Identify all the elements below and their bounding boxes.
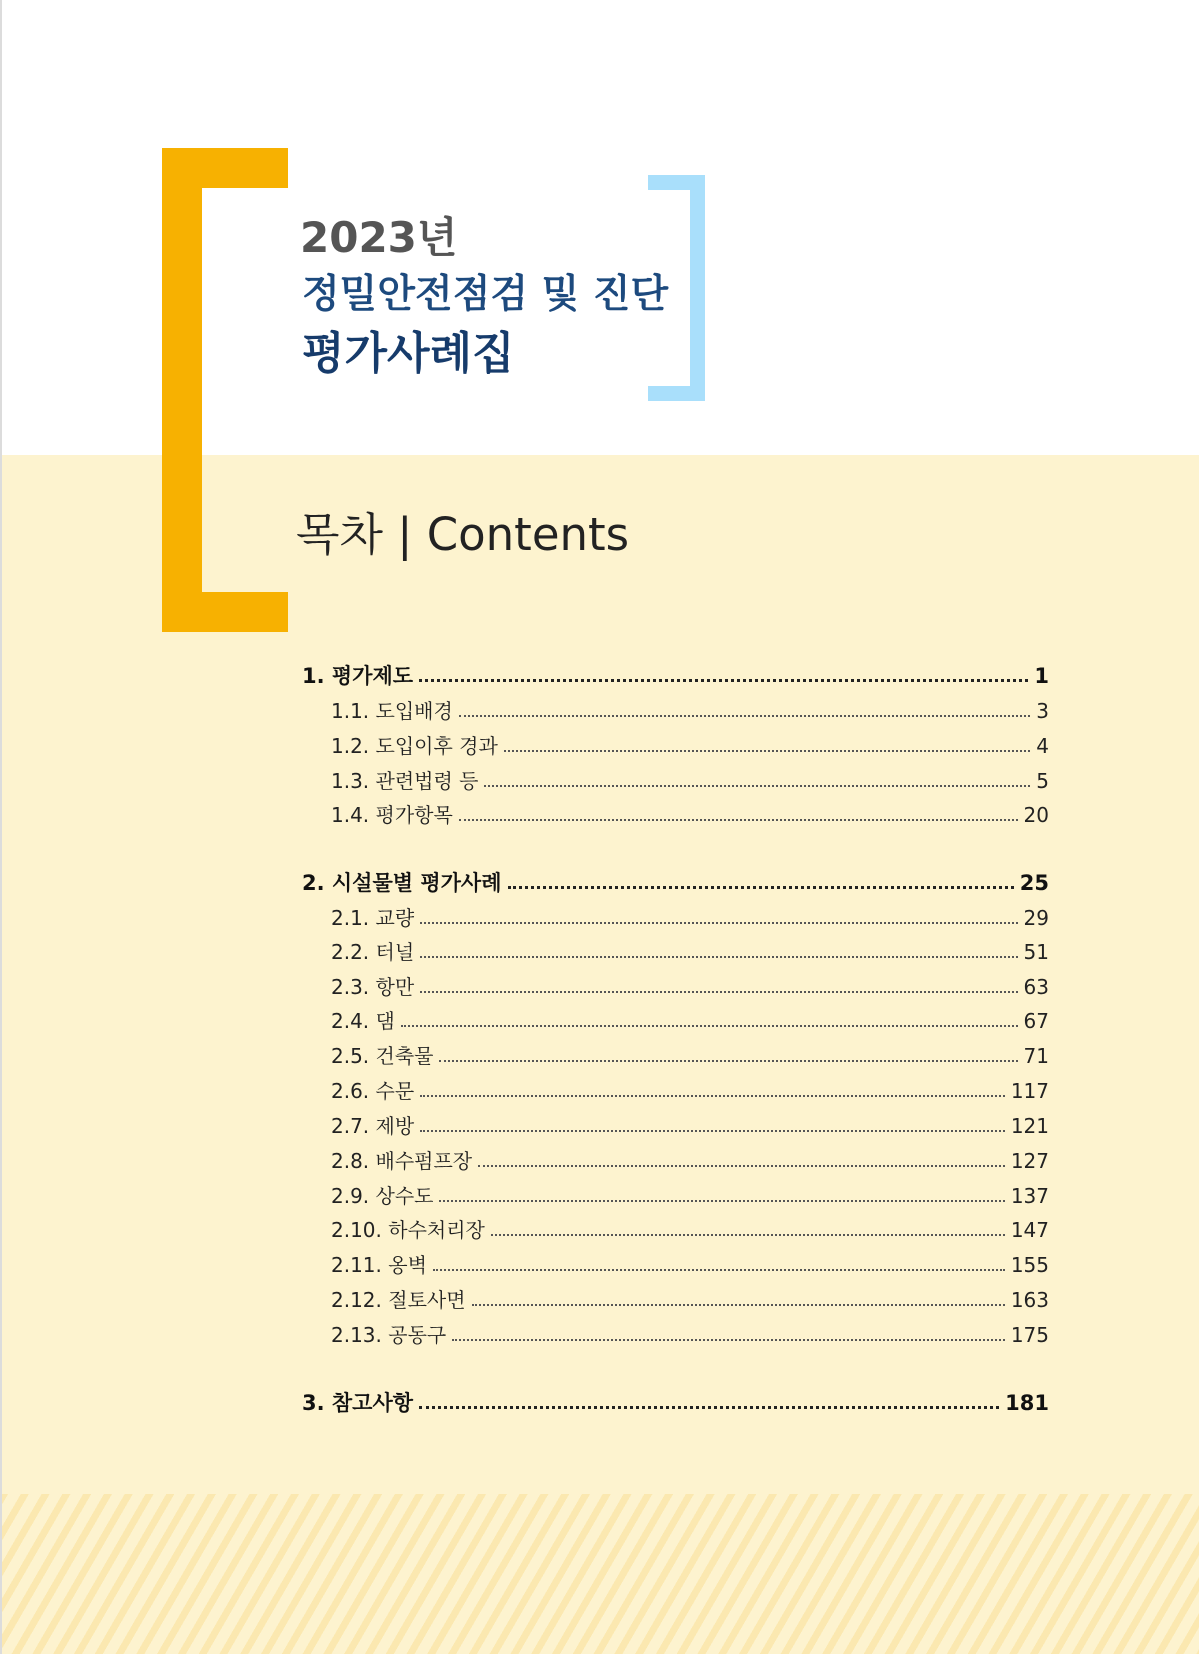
toc-entry-label: 2.9. 상수도 <box>331 1184 434 1208</box>
toc-page-number: 29 <box>1023 906 1049 930</box>
toc-dot-leader <box>478 1165 1005 1167</box>
toc-subsection-entry <box>331 695 1049 727</box>
toc-subsection-entry <box>331 1319 1049 1351</box>
orange-bracket-bar <box>162 148 202 632</box>
toc-subsection-entry <box>331 1040 1049 1072</box>
toc-entry-label: 1.4. 평가항목 <box>331 803 453 827</box>
toc-page-number: 175 <box>1010 1323 1049 1347</box>
toc-dot-leader <box>484 785 1030 787</box>
toc-entry-label: 1.1. 도입배경 <box>331 699 453 723</box>
toc-entry-label: 1. 평가제도 <box>302 664 414 688</box>
toc-subsection-entry <box>331 799 1049 831</box>
toc-page-number: 5 <box>1036 769 1049 793</box>
toc-subsection-entry <box>331 1214 1049 1246</box>
toc-dot-leader <box>504 750 1030 752</box>
toc-subsection-entry <box>331 902 1049 934</box>
title-main: 평가사례집 <box>302 328 515 379</box>
toc-entry-label: 2.3. 항만 <box>331 975 415 999</box>
toc-dot-leader <box>439 1060 1017 1062</box>
toc-page-number: 181 <box>1005 1391 1049 1415</box>
toc-section-entry <box>302 660 1049 692</box>
toc-page-number: 147 <box>1010 1218 1049 1242</box>
toc-page-number: 117 <box>1010 1079 1049 1103</box>
blue-bracket-bar <box>690 175 705 401</box>
toc-dot-leader <box>508 886 1014 889</box>
toc-subsection-entry <box>331 1249 1049 1281</box>
page-edge <box>0 0 2 1654</box>
toc-entry-label: 2. 시설물별 평가사례 <box>302 871 502 895</box>
toc-page-number: 3 <box>1036 699 1049 723</box>
toc-subsection-entry <box>331 1180 1049 1212</box>
toc-entry-label: 2.13. 공동구 <box>331 1323 447 1347</box>
toc-dot-leader <box>420 1130 1005 1132</box>
toc-page-number: 71 <box>1023 1044 1049 1068</box>
toc-dot-leader <box>472 1304 1005 1306</box>
orange-bracket-bottom-arm <box>162 592 288 632</box>
toc-entry-label: 2.7. 제방 <box>331 1114 415 1138</box>
diagonal-stripe-pattern <box>0 1494 1199 1654</box>
toc-page-number: 63 <box>1023 975 1049 999</box>
toc-entry-label: 2.12. 절토사면 <box>331 1288 466 1312</box>
toc-subsection-entry <box>331 1005 1049 1037</box>
toc-dot-leader <box>439 1200 1004 1202</box>
toc-entry-label: 2.8. 배수펌프장 <box>331 1149 473 1173</box>
toc-dot-leader <box>401 1025 1018 1027</box>
toc-entry-label: 3. 참고사항 <box>302 1391 414 1415</box>
toc-page-number: 1 <box>1034 664 1049 688</box>
toc-entry-label: 2.1. 교량 <box>331 906 415 930</box>
toc-page-number: 163 <box>1010 1288 1049 1312</box>
title-subject: 정밀안전점검 및 진단 <box>302 272 669 317</box>
toc-entry-label: 2.2. 터널 <box>331 940 415 964</box>
toc-entry-label: 2.6. 수문 <box>331 1079 415 1103</box>
toc-page-number: 121 <box>1010 1114 1049 1138</box>
toc-page-number: 25 <box>1019 871 1049 895</box>
blue-bracket-top-arm <box>648 175 705 190</box>
toc-subsection-entry <box>331 1284 1049 1316</box>
toc-entry-label: 2.5. 건축물 <box>331 1044 434 1068</box>
toc-dot-leader <box>420 922 1017 924</box>
toc-dot-leader <box>420 956 1017 958</box>
toc-entry-label: 1.3. 관련법령 등 <box>331 769 479 793</box>
title-year: 2023년 <box>300 213 458 262</box>
toc-page-number: 137 <box>1010 1184 1049 1208</box>
toc-page-number: 127 <box>1010 1149 1049 1173</box>
toc-dot-leader <box>419 679 1028 682</box>
toc-page-number: 155 <box>1010 1253 1049 1277</box>
toc-subsection-entry <box>331 1145 1049 1177</box>
toc-page-number: 67 <box>1023 1009 1049 1033</box>
toc-section-entry <box>302 1387 1049 1419</box>
toc-dot-leader <box>420 991 1017 993</box>
toc-subsection-entry <box>331 765 1049 797</box>
toc-dot-leader <box>452 1339 1005 1341</box>
toc-subsection-entry <box>331 730 1049 762</box>
contents-heading: 목차 | Contents <box>296 508 630 561</box>
toc-dot-leader <box>419 1406 999 1409</box>
toc-page-number: 51 <box>1023 940 1049 964</box>
toc-entry-label: 2.4. 댐 <box>331 1009 395 1033</box>
toc-subsection-entry <box>331 1110 1049 1142</box>
toc-entry-label: 2.11. 옹벽 <box>331 1253 427 1277</box>
blue-bracket-bottom-arm <box>648 386 705 401</box>
toc-entry-label: 1.2. 도입이후 경과 <box>331 734 498 758</box>
toc-entry-label: 2.10. 하수처리장 <box>331 1218 485 1242</box>
toc-dot-leader <box>459 715 1030 717</box>
toc-dot-leader <box>433 1269 1005 1271</box>
toc-subsection-entry <box>331 971 1049 1003</box>
toc-dot-leader <box>491 1234 1005 1236</box>
toc-subsection-entry <box>331 1075 1049 1107</box>
toc-dot-leader <box>420 1095 1005 1097</box>
toc-subsection-entry <box>331 936 1049 968</box>
toc-dot-leader <box>459 819 1018 821</box>
toc-page-number: 4 <box>1036 734 1049 758</box>
orange-bracket-top-arm <box>162 148 288 188</box>
toc-section-entry <box>302 867 1049 899</box>
toc-page-number: 20 <box>1023 803 1049 827</box>
